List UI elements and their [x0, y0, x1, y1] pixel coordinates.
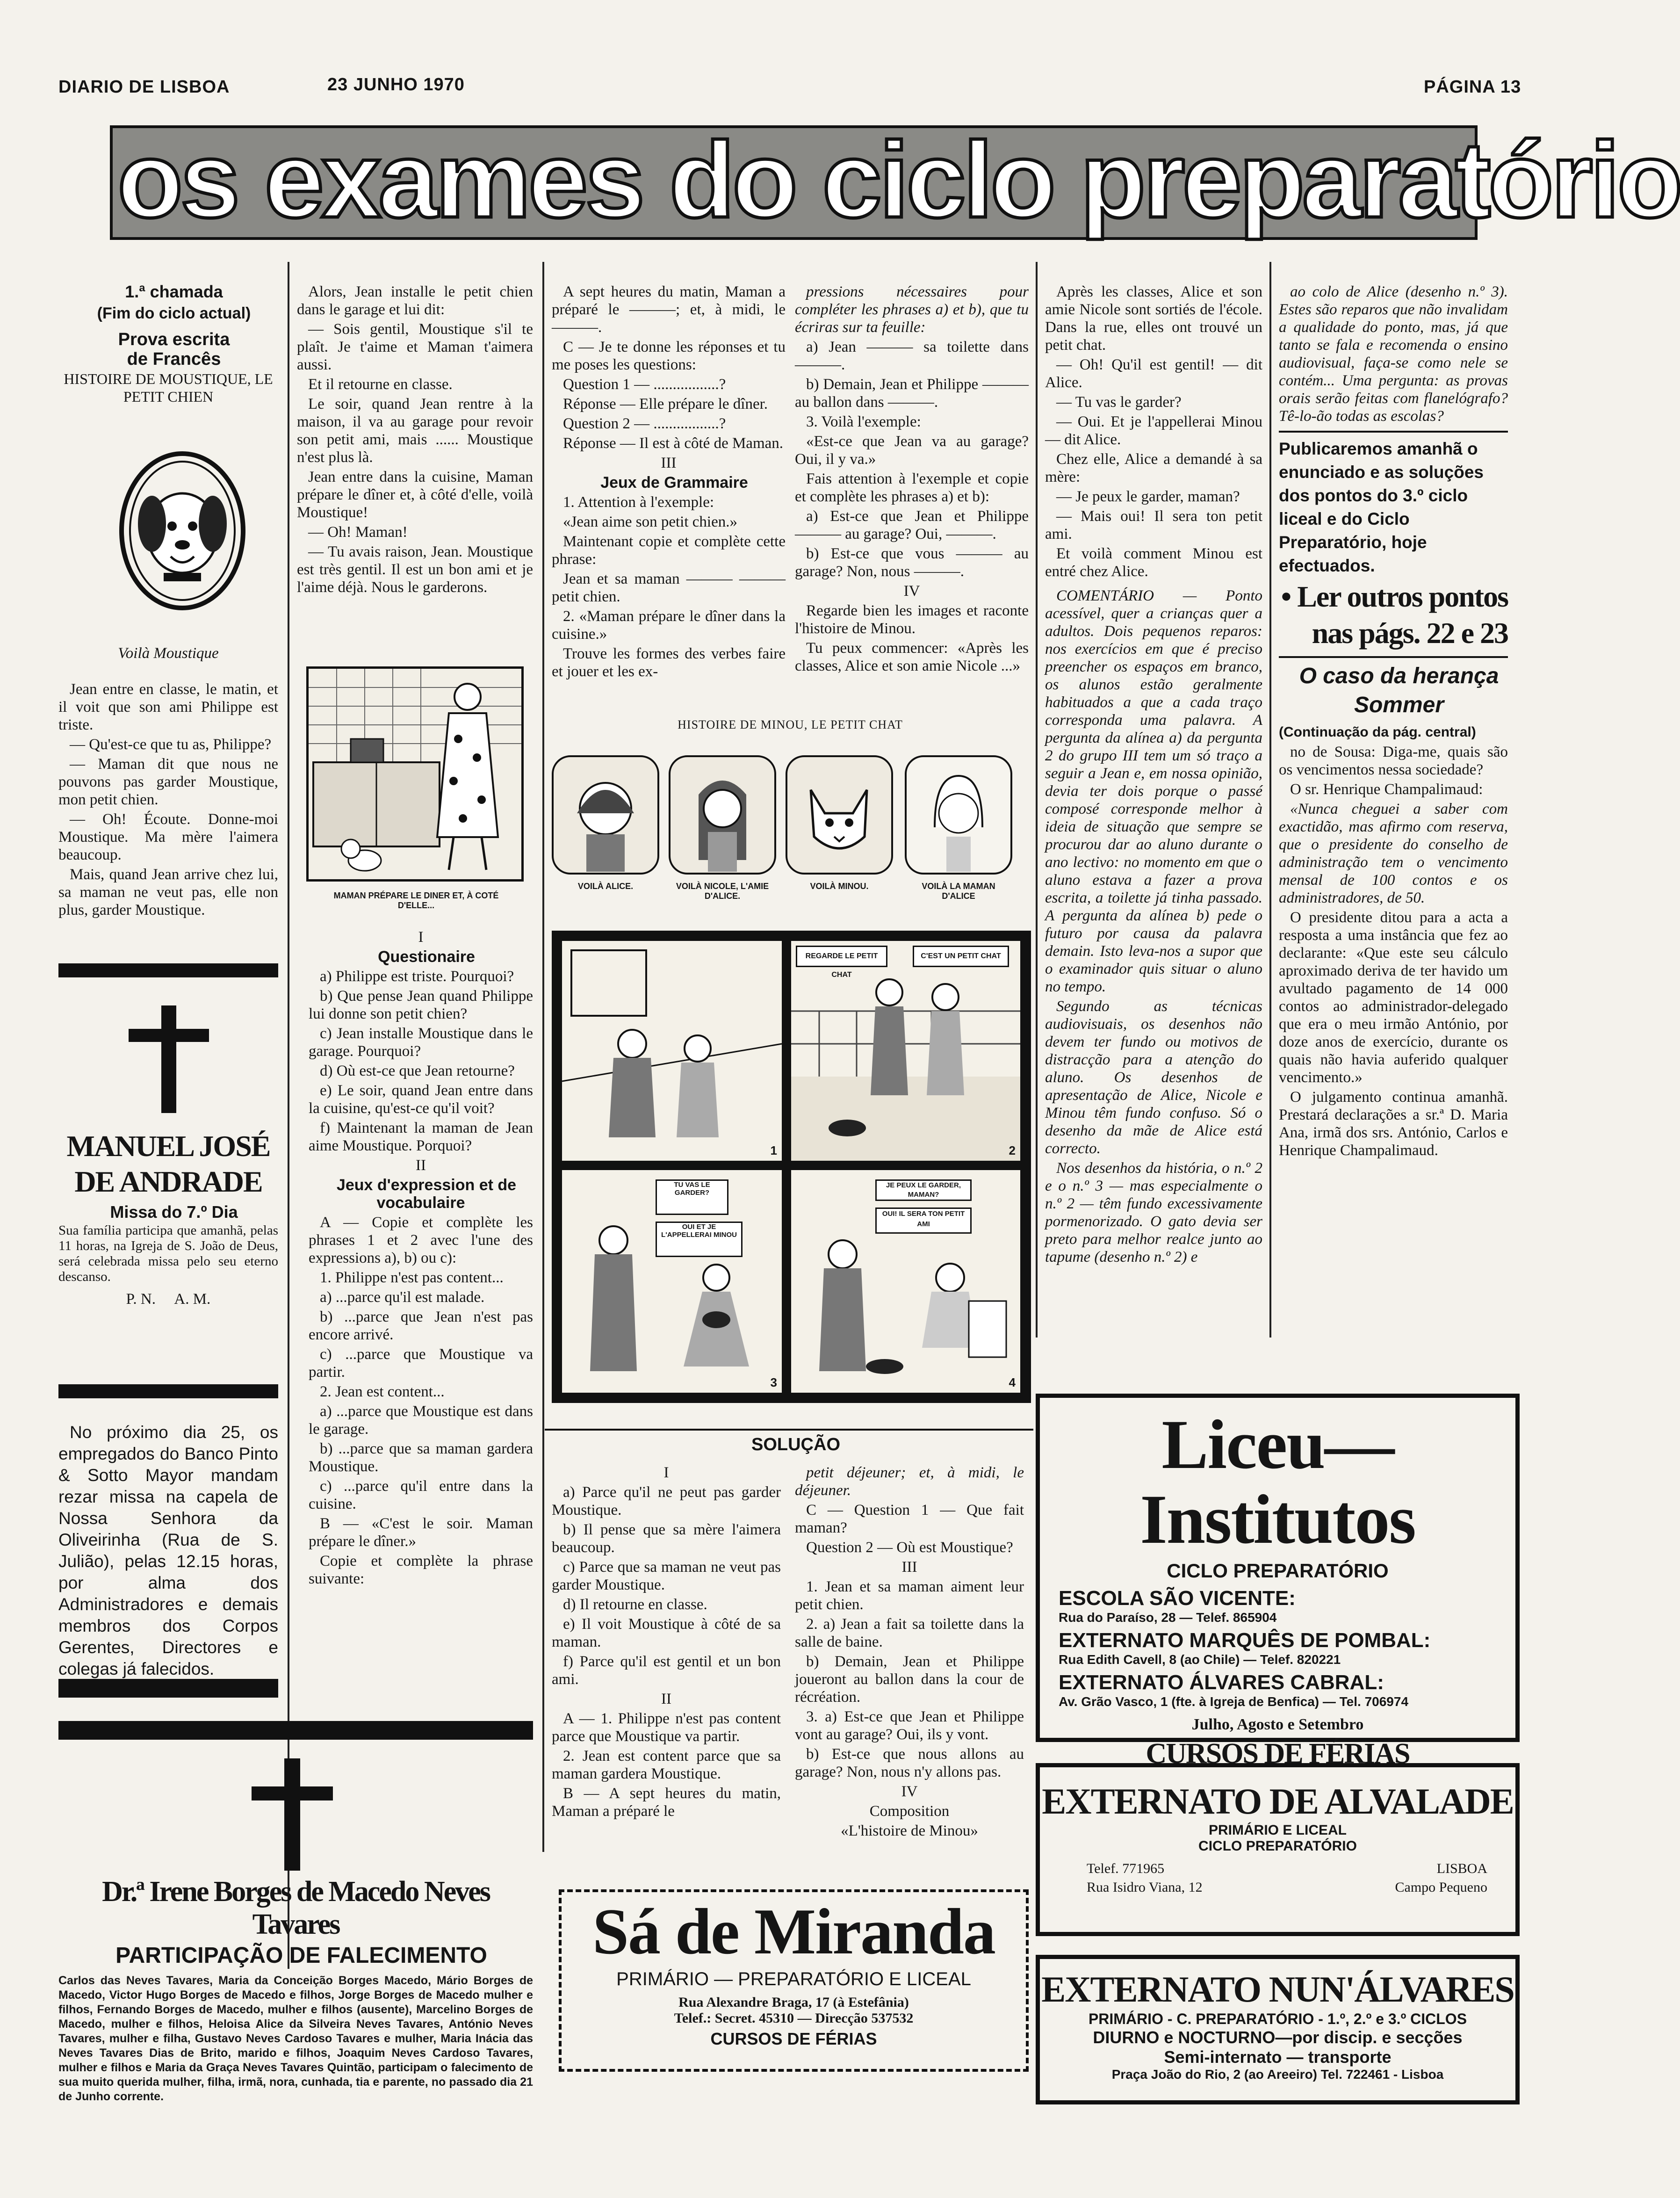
c3-r2: Réponse — Il est à côté de Maman. — [563, 435, 784, 452]
ad-externato-alvalade — [1036, 1763, 1520, 1936]
pa1: 1. Philippe n'est pas content... — [320, 1269, 504, 1286]
grammaire-title: Jeux de Grammaire — [600, 474, 748, 492]
questionaire-title: Questionaire — [378, 948, 475, 966]
liceu-dates: Julho, Agosto e Setembro — [1191, 1716, 1364, 1733]
sol-comp2: «L'histoire de Minou» — [841, 1822, 978, 1839]
pb: B — «C'est le soir. Maman prépare le dîner.» — [309, 1515, 533, 1550]
c3-p2: C — Je te donne les réponses et tu me poses les questions: — [552, 339, 786, 373]
c4-p3f: Fais attention à l'exemple et copie et complète les phrases a) et b): — [795, 470, 1029, 505]
c6-p2: no de Sousa: Diga-me, quais são os vencimentos nessa sociedade? — [1279, 744, 1508, 778]
sol-r1: petit déjeuner; et, à midi, le déjeuner. — [795, 1464, 1024, 1499]
liceu-title: Liceu—Institutos — [1140, 1406, 1415, 1558]
c4-p5: Tu peux commencer: «Après les classes, Alice et son amie Nicole ...» — [795, 640, 1029, 674]
panel-number-4: 4 — [1009, 1375, 1016, 1389]
frances: de Francês — [127, 349, 221, 369]
ad-externato-nunalvares — [1036, 1955, 1520, 2104]
speech-bubble-2: C'EST UN PETIT CHAT — [913, 946, 1009, 967]
sol-g3b: b) Est-ce que nous allons au garage? Non, nous n'y allons pas. — [795, 1746, 1024, 1780]
c6-caso1: O caso da herança — [1299, 664, 1499, 688]
c5-p6: — Je peux le garder, maman? — [1056, 488, 1240, 505]
c2-p7: — Tu avais raison, Jean. Moustique est très gentil. Il est un bon ami et je l'aime déjà. Nous le garderons. — [297, 543, 533, 596]
c5-p9: Segundo as técnicas audiovisuais, os desenhos não devem ter fundo ou motivos de distracção para a atenção do aluno. Os desenhos de apresentação de Alice, Nicole e Minou têm fundo confuso. Só o desenho da mãe de Alice está correcto. — [1045, 998, 1262, 1157]
sol-B: B — A sept heures du matin, Maman a préparé le — [552, 1785, 781, 1820]
c3-g2: 2. «Maman prépare le dîner dans la cuisine.» — [552, 608, 786, 643]
sol-s4: IV — [901, 1783, 918, 1800]
cross-icon — [161, 1005, 176, 1113]
c4-p3e: «Est-ce que Jean va au garage? Oui, il y va.» — [795, 433, 1029, 468]
speech-bubble-6: OUI! IL SERA TON PETIT AMI — [875, 1207, 972, 1234]
miranda-sub: PRIMÁRIO — PREPARATÓRIO E LICEAL — [616, 1969, 971, 1989]
masthead-page: PÁGINA 13 — [1424, 77, 1521, 97]
c6-p3: O sr. Henrique Champalimaud: — [1290, 781, 1483, 798]
sol-f: f) Parce qu'il est gentil et un bon ami. — [552, 1653, 781, 1688]
obit2-name: Dr.ª Irene Borges de Macedo Neves Tavares — [102, 1876, 490, 1940]
c4-pb: b) Demain, Jean et Philippe ——— au ballon dans ———. — [795, 376, 1029, 411]
banner-title: os exames do ciclo preparatório — [117, 120, 1680, 240]
c3-q1: Question 1 — .................? — [563, 376, 726, 393]
c3-s3: III — [661, 455, 677, 471]
c6-cont: (Continuação da pág. central) — [1279, 724, 1476, 740]
character-minou — [786, 755, 893, 875]
c1-p3: — Maman dit que nous ne pouvons pas garder Moustique, mon petit chien. — [58, 756, 278, 808]
c2-p3: Et il retourne en classe. — [308, 376, 453, 393]
c2-p5: Jean entre dans la cuisine, Maman prépare le dîner et, à côté d'elle, voilà Moustique! — [297, 469, 533, 521]
notice-text: No próximo dia 25, os empregados do Banco Pinto & Sotto Mayor mandam rezar missa na capela de Nossa Senhora da Oliveirinha (Rua de S. Julião), pelas 12.15 horas, por alma dos Administradores e demais membros dos Corpos Gerentes, Directores e colegas já falecidos. — [58, 1423, 278, 1678]
obituary-1 — [58, 1129, 278, 1310]
caption-alice: VOILÀ ALICE. — [577, 882, 634, 891]
c5-p2: — Oh! Qu'il est gentil! — dit Alice. — [1045, 356, 1262, 391]
liceu-e1: ESCOLA SÃO VICENTE: — [1059, 1587, 1296, 1610]
c3-g1: 1. Attention à l'exemple: — [563, 494, 714, 511]
alvalade-area: Campo Pequeno — [1395, 1880, 1487, 1895]
liceu-e3a: Av. Grão Vasco, 1 (fte. à Igreja de Benfica) — Tel. 706974 — [1059, 1694, 1409, 1709]
c5-p5: Chez elle, Alice a demandé à sa mère: — [1045, 451, 1262, 485]
column-5 — [1045, 283, 1262, 1268]
liceu-sub: CICLO PREPARATÓRIO — [1167, 1560, 1389, 1582]
c6-p4: «Nunca cheguei a saber com exactidão, mas afirmo com reserva, que o presidente do conselho de administração tem o vencimento mensal de 100 contos e os administradores, de 50. — [1279, 801, 1508, 906]
c4-qa: a) Est-ce que Jean et Philippe ——— au garage? Oui, ———. — [795, 508, 1029, 542]
c2-p4: Le soir, quand Jean rentre à la maison, il va au garage pour revoir son petit ami, mais ...... Moustique n'est plus là. — [297, 396, 533, 466]
obituary-2 — [58, 1875, 533, 2106]
sol-s3: III — [901, 1559, 917, 1576]
column-4 — [795, 283, 1029, 677]
solucao-heading — [552, 1436, 1029, 1455]
sol-g1: 1. Jean et sa maman aiment leur petit chien. — [795, 1578, 1024, 1613]
kitchen-caption: MAMAN PRÉPARE LE DINER ET, À COTÉ D'ELLE... — [333, 891, 499, 910]
minou-comic — [552, 931, 1031, 1403]
chamada: 1.ª chamada — [125, 282, 223, 301]
pa2a: a) ...parce que Moustique est dans le garage. — [309, 1403, 533, 1438]
sol-g2a: 2. a) Jean a fait sa toilette dans la salle de baine. — [795, 1616, 1024, 1650]
column-2-questions — [309, 928, 533, 1590]
comic-panel-3 — [562, 1170, 782, 1393]
c1-p1: Jean entre en classe, le matin, et il voit que son ami Philippe est triste. — [58, 681, 278, 733]
sol-c: c) Parce que sa maman ne veut pas garder Moustique. — [552, 1559, 781, 1593]
qb: b) Que pense Jean quand Philippe lui donne son petit chien? — [309, 988, 533, 1022]
minou-title: HISTOIRE DE MINOU, LE PETIT CHAT — [678, 718, 903, 731]
speech-bubble-1: REGARDE LE PETIT CHAT — [796, 946, 887, 967]
character-maman — [905, 755, 1012, 875]
miranda-addr: Rua Alexandre Braga, 17 (à Estefânia) — [678, 1995, 909, 2010]
liceu-e3: EXTERNATO ÁLVARES CABRAL: — [1059, 1671, 1384, 1694]
obit1-text: Sua família participa que amanhã, pelas 11 horas, na Igreja de S. João de Deus, será celebrada missa pelo seu eterno descanso. — [58, 1223, 278, 1284]
c1-p2: — Qu'est-ce que tu as, Philippe? — [70, 736, 272, 753]
c4-p1: pressions nécessaires pour compléter les phrases a) et b), que tu écriras sur ta feuille: — [795, 283, 1029, 336]
obit1-name1: MANUEL JOSÉ — [66, 1129, 270, 1163]
nun-l4: Praça João do Rio, 2 (ao Areeiro) Tel. 722461 - Lisboa — [1111, 2067, 1444, 2082]
c5-p4: — Oui. Et je l'appellerai Minou — dit Alice. — [1045, 413, 1262, 448]
c6-caso2: Sommer — [1354, 693, 1444, 717]
sol-b: b) Il pense que sa mère l'aimera beaucoup. — [552, 1521, 781, 1556]
miranda-tel: Telef.: Secret. 45310 — Direcção 537532 — [674, 2010, 914, 2026]
c5-p8: Et voilà comment Minou est entré chez Alice. — [1045, 545, 1262, 580]
pa2: 2. Jean est content... — [320, 1383, 445, 1400]
c3-g1m: Maintenant copie et complète cette phrase: — [552, 533, 786, 568]
kitchen-drawing — [306, 666, 524, 882]
alvalade-title: EXTERNATO DE ALVALADE — [1042, 1781, 1514, 1822]
obit1-missa: Missa do 7.º Dia — [110, 1202, 238, 1222]
ad-liceu-institutos — [1036, 1394, 1520, 1770]
comic-panel-1 — [562, 941, 782, 1161]
c2-p6: — Oh! Maman! — [308, 524, 408, 541]
c2-s1: I — [418, 929, 424, 946]
nun-l2: DIURNO e NOCTURNO—por discip. e secções — [1093, 2028, 1463, 2047]
solucao-right — [795, 1464, 1024, 1842]
c3-r1: Réponse — Elle prépare le dîner. — [563, 396, 768, 412]
alvalade-sub1: PRIMÁRIO E LICEAL — [1208, 1822, 1347, 1838]
sol-e: e) Il voit Moustique à côté de sa maman. — [552, 1616, 781, 1650]
obit1-sig: P. N. A. M. — [126, 1291, 211, 1308]
pa2b: b) ...parce que sa maman gardera Moustique. — [309, 1440, 533, 1475]
section-banner — [110, 120, 1680, 240]
histoire-title: HISTOIRE DE MOUSTIQUE, LE PETIT CHIEN — [64, 370, 273, 405]
c6-ler2: nas págs. 22 e 23 — [1312, 616, 1508, 650]
sol-A1: A — 1. Philippe n'est pas content parce que Moustique va partir. — [552, 1710, 781, 1745]
column-1 — [58, 283, 278, 407]
speech-bubble-5: JE PEUX LE GARDER, MAMAN? — [875, 1179, 972, 1201]
obit2-title: PARTICIPAÇÃO DE FALECIMENTO — [115, 1943, 487, 1968]
c3-g1e: «Jean aime son petit chien.» — [563, 513, 737, 530]
obit1-name2: DE ANDRADE — [74, 1165, 262, 1198]
nun-title: EXTERNATO NUN'ÁLVARES — [1041, 1969, 1514, 2010]
column-6 — [1279, 283, 1508, 1161]
c5-comentario: COMENTÁRIO — Ponto acessível, quer a crianças quer a adultos. Dois pequenos reparos: nos exercícios em que é preciso preencher os espaços em branco, os alunos estão geralmente habituados a que a cada traço corresponda uma palavra. A pergunta da alínea a) da pergunta 2 do grupo III tem um só traço a seguir a Jean e, em nossa opinião, devia ter dois porque o passé composé corresponde melhor à ideia de situação que sempre se procurou dar ao aluno durante o ano lectivo: no momento em que o aluno estava a fazer a prova escrita, a toilette já tinha passado. A pergunta da alínea b) pede o futuro por causa da palavra demain. Isto leva-nos a supor que o examinador quis situar o aluno no tempo. — [1045, 587, 1262, 995]
speech-bubble-4: OUI ET JE L'APPELLERAI MINOU — [656, 1222, 743, 1257]
c6-pub: Publicaremos amanhã o enunciado e as soluções dos pontos do 3.º ciclo liceal e do Ciclo Preparatório, hoje efectuados. — [1279, 439, 1484, 575]
column-3 — [552, 283, 786, 682]
c5-p1: Après les classes, Alice et son amie Nicole sont sortiés de l'école. Dans la rue, elles ont trouvé un petit chat. — [1045, 283, 1262, 354]
c1-p4: — Oh! Écoute. Donne-moi Moustique. Ma mère l'aimera beaucoup. — [58, 811, 278, 863]
obit2-text: Carlos das Neves Tavares, Maria da Conceição Borges Macedo, Mário Borges de Macedo, Victor Hugo Borges de Macedo e filhos, Jorge Borges de Macedo mulher e filhos, Fernando Borges de Macedo, mulher e filhos (ausente), Marcelino Borges de Macedo, mulher e filhos, Heloisa Alice da Silveira Neves Tavares, António Neves Tavares, mulher e filha, Gustavo Neves Cardoso Tavares e mulher, Maria Inácia das Neves Tavares Dias de Brito, marido e filhos, Joaquim Neves Cardoso Tavares, mulher e filhos e Maria da Graça Neves Tavares Quintão, participam o falecimento de sua muito querida mulher, filha, irmã, nora, cunhada, tia e parente, no passado dia 21 de Junho corrente. — [58, 1974, 533, 2103]
liceu-cursos: CURSOS DE FÉRIAS — [1146, 1738, 1410, 1770]
caption-nicole: VOILÀ NICOLE, L'AMIE D'ALICE. — [676, 882, 769, 901]
c3-p1: A sept heures du matin, Maman a préparé le ———; et, à midi, le ———. — [552, 283, 786, 336]
c4-qb: b) Est-ce que vous ——— au garage? Non, nous ———. — [795, 545, 1029, 580]
character-alice — [552, 755, 659, 875]
fim-ciclo: (Fim do ciclo actual) — [97, 304, 251, 322]
c1-p5: Mais, quand Jean arrive chez lui, sa maman ne veut pas, elle non plus, garder Moustique. — [58, 866, 278, 918]
masthead-paper: DIARIO DE LISBOA — [58, 77, 230, 97]
miranda-cursos: CURSOS DE FÉRIAS — [710, 2029, 877, 2048]
nun-l1: PRIMÁRIO - C. PREPARATÓRIO - 1.º, 2.º e 3.º CICLOS — [1088, 2010, 1467, 2027]
character-nicole — [669, 755, 776, 875]
panel-number-3: 3 — [770, 1375, 777, 1389]
c6-p1: ao colo de Alice (desenho n.º 3). Estes são reparos que não invalidam a qualidade do ponto, mas, já que tanto se fala e recomenda o ensino audiovisual, faça-se como nele se contém... Uma pergunta: as provas orais serão feitas com flanelógrafo? Tê-lo-ão todas as escolas? — [1279, 283, 1508, 425]
qc: c) Jean installe Moustique dans le garage. Pourquoi? — [309, 1025, 533, 1060]
masthead-date: 23 JUNHO 1970 — [327, 75, 465, 94]
sol-g2b: b) Demain, Jean et Philippe joueront au ballon dans la cour de récréation. — [795, 1653, 1024, 1706]
pa2c: c) ...parce qu'il entre dans la cuisine. — [309, 1478, 533, 1512]
c4-s4: IV — [903, 583, 920, 600]
moustique-drawing — [112, 449, 252, 613]
c5-p10: Nos desenhos da história, o n.º 2 e o n.º 3 — mas especialmente o n.º 2 — têm fundo excessivamente pormenorizado. O gato devia ser preto para melhor realce junto ao tapume (desenho n.º 2) e — [1045, 1160, 1262, 1265]
liceu-e2: EXTERNATO MARQUÊS DE POMBAL: — [1059, 1629, 1431, 1652]
solucao-left — [552, 1464, 781, 1822]
c3-g1p: Jean et sa maman ——— ——— petit chien. — [552, 571, 786, 605]
panel-number-2: 2 — [1009, 1143, 1016, 1157]
c3-q2: Question 2 — .................? — [563, 415, 726, 432]
alvalade-tel: Telef. 771965 — [1087, 1861, 1165, 1876]
panel-number-1: 1 — [770, 1143, 777, 1157]
pb2: Copie et complète la phrase suivante: — [309, 1553, 533, 1587]
sol-s1: I — [663, 1464, 669, 1481]
c6-p6: O julgamento continua amanhã. Prestará declarações a sr.ª D. Maria Ana, irmã dos srs. António, Carlos e Henrique Champalimaud. — [1279, 1089, 1508, 1159]
miranda-title: Sá de Miranda — [592, 1895, 995, 1968]
alvalade-sub2: CICLO PREPARATÓRIO — [1198, 1838, 1357, 1854]
c2-p1: Alors, Jean installe le petit chien dans le garage et lui dit: — [297, 283, 533, 318]
liceu-e2a: Rua Edith Cavell, 8 (ao Chile) — Telef. 820221 — [1059, 1652, 1341, 1667]
sol-g3a: 3. a) Est-ce que Jean et Philippe vont au garage? Oui, ils y vont. — [795, 1708, 1024, 1743]
alvalade-addr: Rua Isidro Viana, 12 — [1087, 1880, 1203, 1895]
bank-notice — [58, 1422, 278, 1682]
sol-A2: 2. Jean est content parce que sa maman gardera Moustique. — [552, 1748, 781, 1782]
liceu-e1a: Rua do Paraíso, 28 — Telef. 865904 — [1059, 1610, 1277, 1625]
prova-escrita: Prova escrita — [118, 330, 230, 349]
c3-g2t: Trouve les formes des verbes faire et jouer et les ex- — [552, 645, 786, 680]
pa1b: b) ...parce que Jean n'est pas encore arrivé. — [309, 1309, 533, 1343]
comic-panel-4 — [791, 1170, 1020, 1393]
column-2-top — [297, 283, 533, 598]
sol-C2: Question 2 — Où est Moustique? — [806, 1539, 1013, 1556]
solucao-title: SOLUÇÃO — [751, 1435, 840, 1454]
c6-p5: O presidente ditou para a acta a resposta a uma instância que fez ao declarante: «Que este seu cálculo aproximado deriva de ter havido um avultado pagamento de 14 000 contos ao administrador-delegado que era o meu irmão António, por doze anos de exercício, durante os quais não havia auferido qualquer vencimento.» — [1279, 909, 1508, 1086]
c4-pa: a) Jean ——— sa toilette dans ———. — [795, 339, 1029, 373]
c4-p3: 3. Voilà l'exemple: — [806, 413, 921, 430]
qa: a) Philippe est triste. Pourquoi? — [320, 968, 514, 985]
caption-minou: VOILÀ MINOU. — [810, 882, 869, 891]
moustique-caption: Voilà Moustique — [118, 645, 219, 662]
qe: e) Le soir, quand Jean entre dans la cuisine, qu'est-ce qu'il voit? — [309, 1082, 533, 1117]
sol-comp: Composition — [869, 1803, 950, 1820]
c6-ler1: • Ler outros pontos — [1281, 580, 1508, 613]
c2-s2: II — [416, 1157, 426, 1174]
comic-panel-2 — [791, 941, 1020, 1161]
sol-d: d) Il retourne en classe. — [563, 1596, 707, 1613]
nun-l3: Semi-internato — transporte — [1164, 2047, 1392, 2067]
sol-s2: II — [661, 1691, 671, 1707]
c2-p2: — Sois gentil, Moustique s'il te plaît. Je t'aime et Maman t'aimera aussi. — [297, 321, 533, 373]
ad-sa-de-miranda — [559, 1889, 1029, 2072]
alvalade-city: LISBOA — [1436, 1861, 1487, 1876]
c4-p4: Regarde bien les images et raconte l'histoire de Minou. — [795, 602, 1029, 637]
sol-a: a) Parce qu'il ne peut pas garder Moustique. — [552, 1484, 781, 1518]
sol-C1: C — Question 1 — Que fait maman? — [795, 1502, 1024, 1536]
pa1a: a) ...parce qu'il est malade. — [320, 1289, 485, 1306]
pa1c: c) ...parce que Moustique va partir. — [309, 1346, 533, 1381]
caption-maman: VOILÀ LA MAMAN D'ALICE — [922, 882, 995, 901]
qd: d) Où est-ce que Jean retourne? — [320, 1063, 515, 1079]
speech-bubble-3: TU VAS LE GARDER? — [656, 1179, 728, 1215]
pa: A — Copie et complète les phrases 1 et 2 avec l'une des expressions a), b) ou c): — [309, 1214, 533, 1266]
c5-p3: — Tu vas le garder? — [1056, 394, 1182, 411]
column-1-story — [58, 680, 278, 921]
jeux-title: Jeux d'expression et de vocabulaire — [336, 1176, 517, 1212]
c5-p7: — Mais oui! Il sera ton petit ami. — [1045, 508, 1262, 542]
qf: f) Maintenant la maman de Jean aime Moustique. Porquoi? — [309, 1120, 533, 1154]
